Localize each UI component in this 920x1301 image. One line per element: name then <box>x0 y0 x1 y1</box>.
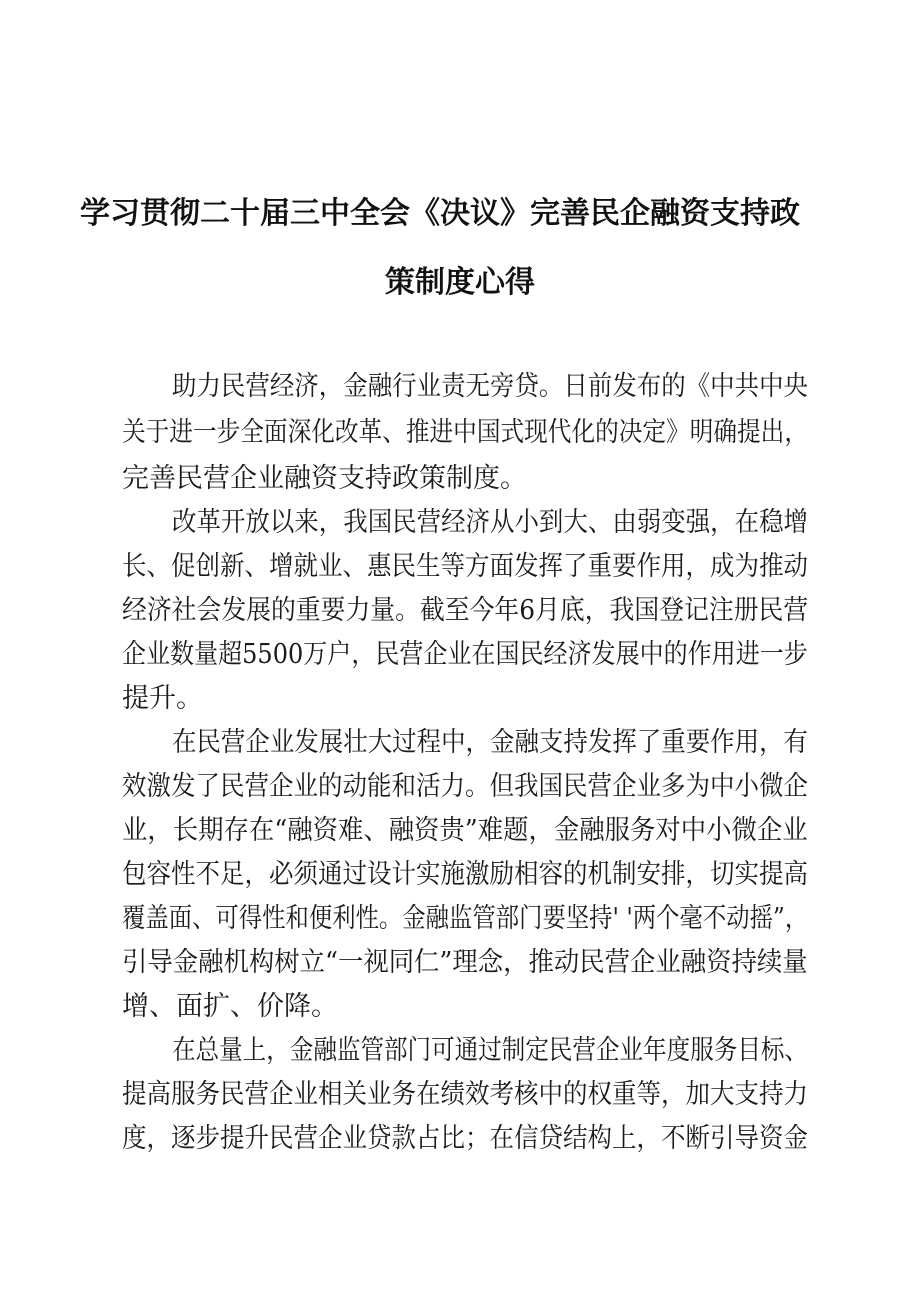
document-title-line-1: 学习贯彻二十届三中全会《决议》完善民企融资支持政 <box>80 196 800 231</box>
paragraph-line: 完善民营企业融资支持政策制度。 <box>122 463 527 494</box>
paragraph-line: 业，长期存在“融资难、融资贵”难题，金融服务对中小微企业 <box>122 815 808 846</box>
paragraph-line: 提升。 <box>122 683 203 714</box>
paragraph-line: 在总量上，金融监管部门可通过制定民营企业年度服务目标、 <box>172 1035 808 1066</box>
paragraph-line: 覆盖面、可得性和便利性。金融监管部门要坚持' '两个毫不动摇”， <box>122 903 809 934</box>
paragraph-line: 效激发了民营企业的动能和活力。但我国民营企业多为中小微企 <box>122 771 808 802</box>
paragraph-line: 助力民营经济，金融行业责无旁贷。日前发布的《中共中央 <box>172 371 809 402</box>
paragraph-line: 引导金融机构树立“一视同仁”理念，推动民营企业融资持续量 <box>122 947 808 978</box>
paragraph-line: 度，逐步提升民营企业贷款占比；在信贷结构上，不断引导资金 <box>122 1123 808 1154</box>
paragraph-line: 包容性不足，必须通过设计实施激励相容的机制安排，切实提高 <box>122 859 808 890</box>
paragraph-line: 提高服务民营企业相关业务在绩效考核中的权重等，加大支持力 <box>122 1079 808 1110</box>
paragraph-line: 企业数量超5500万户，民营企业在国民经济发展中的作用进一步 <box>122 639 808 670</box>
paragraph-line: 增、面扩、价降。 <box>122 991 338 1022</box>
paragraph-line: 关于进一步全面深化改革、推进中国式现代化的决定》明确提出， <box>122 417 808 448</box>
paragraph-line: 长、促创新、增就业、惠民生等方面发挥了重要作用，成为推动 <box>122 551 808 582</box>
paragraph-line: 在民营企业发展壮大过程中，金融支持发挥了重要作用，有 <box>172 727 809 758</box>
paragraph-line: 改革开放以来，我国民营经济从小到大、由弱变强，在稳增 <box>172 507 809 538</box>
document-title-line-2: 策制度心得 <box>385 265 535 300</box>
paragraph-line: 经济社会发展的重要力量。截至今年6月底，我国登记注册民营 <box>122 595 809 626</box>
